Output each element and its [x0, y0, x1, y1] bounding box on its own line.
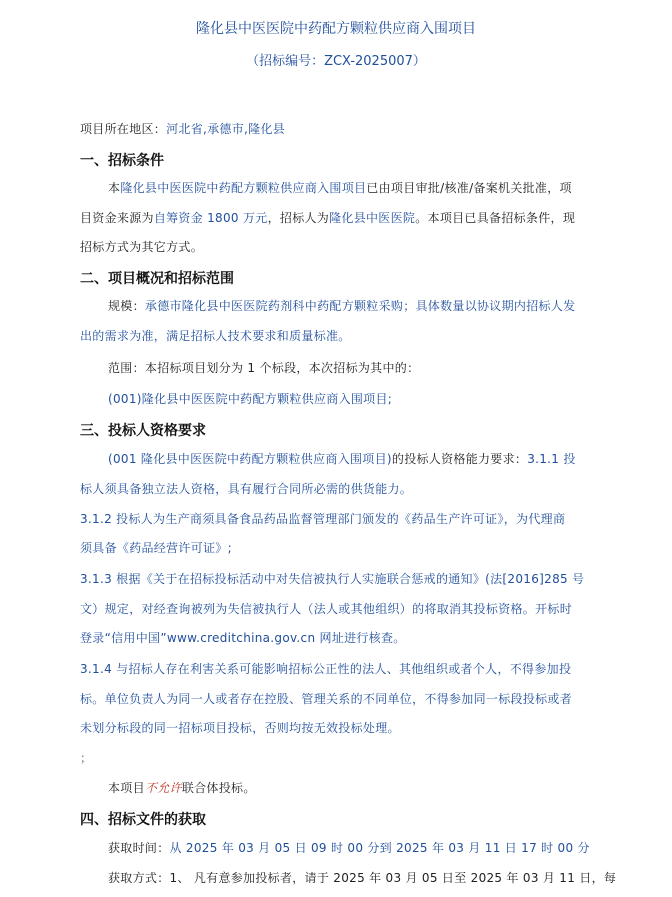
s3-line-12: 本项目不允许联合体投标。 [108, 781, 256, 795]
s3-line-2: 标人须具备独立法人资格，具有履行合同所必需的供货能力。 [80, 482, 413, 496]
section-heading-3: 三、投标人资格要求 [80, 423, 206, 439]
s1-line-2: 目资金来源为自筹资金 1800 万元，招标人为隆化县中医医院。本项目已具备招标条件，现 [80, 211, 576, 225]
s3-line-5: 3.1.3 根据《关于在招标投标活动中对失信被执行人实施联合惩戒的通知》(法[2016]285 号 [80, 572, 585, 586]
s3-line-7: 登录“信用中国”www.creditchina.gov.cn 网址进行核查。 [80, 631, 406, 645]
s2-line-1: 规模：承德市隆化县中医医院药剂科中药配方颗粒采购；具体数量以协议期内招标人发 [108, 299, 576, 313]
s3-line-3: 3.1.2 投标人为生产商须具备食品药品监督管理部门颁发的《药品生产许可证》，为代理商 [80, 512, 566, 526]
document-subtitle: （招标编号：ZCX-2025007） [246, 54, 426, 69]
location-value: 河北省,承德市,隆化县 [166, 122, 286, 136]
s4-line-2: 获取方式：1、 凡有意参加投标者，请于 2025 年 03 月 05 日至 2025 年 03 月 11 日，每 [108, 871, 617, 885]
s2-line-2: 出的需求为准，满足招标人技术要求和质量标准。 [80, 329, 351, 343]
document-title: 隆化县中医医院中药配方颗粒供应商入围项目 [196, 21, 476, 37]
s2-line-3: 范围：本招标项目划分为 1 个标段，本次招标为其中的： [108, 361, 420, 375]
s3-line-6: 文）规定，对经查询被列为失信被执行人（法人或其他组织）的将取消其投标资格。开标时 [80, 602, 573, 616]
location-label: 项目所在地区： [80, 122, 167, 136]
s3-line-9: 标。单位负责人为同一人或者存在控股、管理关系的不同单位，不得参加同一标段投标或者 [80, 692, 573, 706]
s1-line-3: 招标方式为其它方式。 [80, 240, 204, 254]
section-heading-1: 一、招标条件 [80, 153, 164, 169]
s3-line-8: 3.1.4 与招标人存在利害关系可能影响招标公正性的法人、其他组织或者个人，不得参加投 [80, 662, 572, 676]
section-heading-2: 二、项目概况和招标范围 [80, 271, 234, 287]
s3-line-10: 未划分标段的同一招标项目投标，否则均按无效投标处理。 [80, 721, 400, 735]
section-heading-4: 四、招标文件的获取 [80, 812, 206, 828]
s3-line-1: (001 隆化县中医医院中药配方颗粒供应商入围项目)的投标人资格能力要求：3.1.1 投 [108, 452, 576, 466]
s3-line-4: 须具备《药品经营许可证》; [80, 541, 232, 555]
s2-line-4: (001)隆化县中医医院中药配方颗粒供应商入围项目; [108, 392, 393, 406]
project-location [80, 119, 622, 139]
s3-line-11: ； [80, 751, 93, 765]
s4-line-1: 获取时间：从 2025 年 03 月 05 日 09 时 00 分到 2025 年 03 月 11 日 17 时 00 分 [108, 841, 590, 855]
s1-line-1: 本隆化县中医医院中药配方颗粒供应商入围项目已由项目审批/核准/备案机关批准，项 [108, 181, 572, 195]
